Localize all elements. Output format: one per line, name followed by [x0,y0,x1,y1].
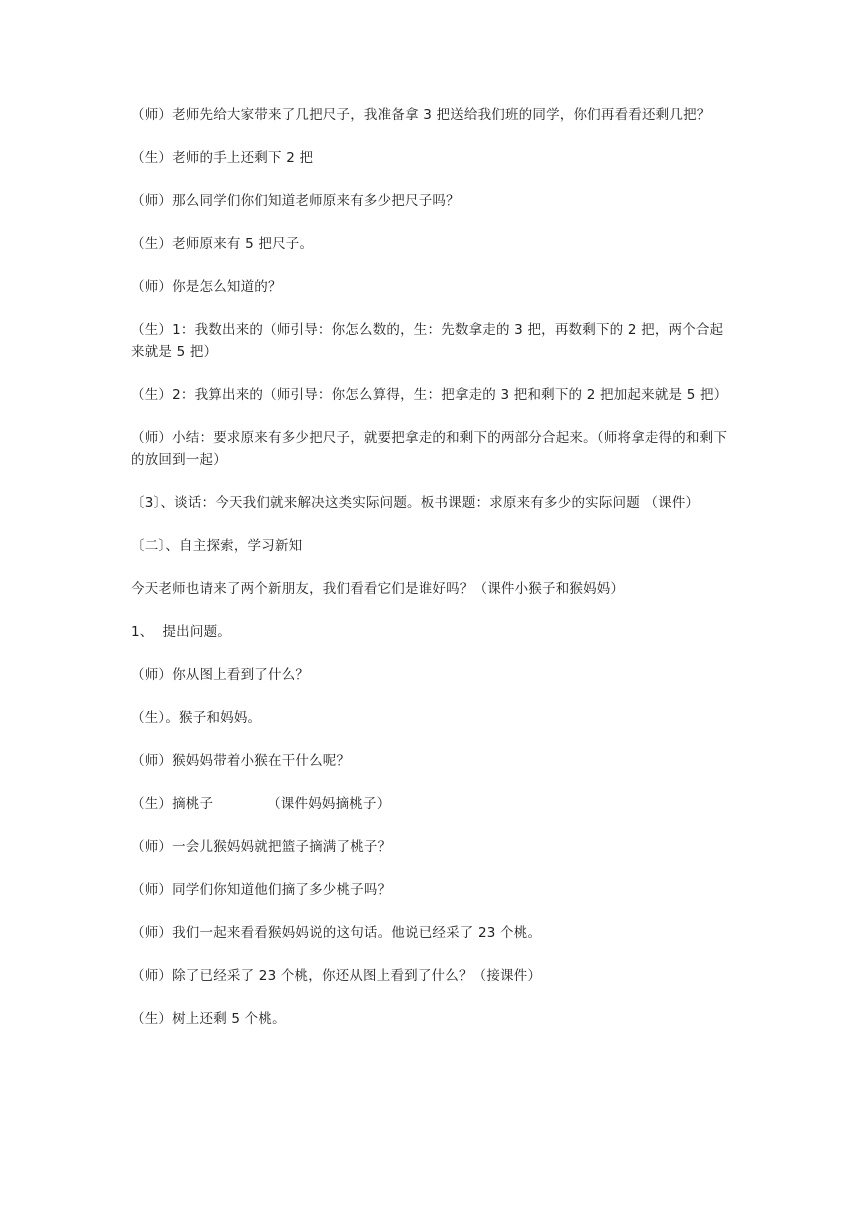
paragraph: （师）我们一起来看看猴妈妈说的这句话。他说已经采了 23 个桃。 [131,925,542,941]
paragraph: （师）老师先给大家带来了几把尺子，我准备拿 3 把送给我们班的同学，你们再看看还剩几把？ [131,107,711,123]
paragraph: （生）1：我数出来的（师引导：你怎么数的，生：先数拿走的 3 把，再数剩下的 2 把，两个合起来就是 5 把） [131,322,724,360]
paragraph: （生）2：我算出来的（师引导：你怎么算得，生：把拿走的 3 把和剩下的 2 把加起来就是 5 把） [131,387,728,403]
paragraph: （师）除了已经采了 23 个桃，你还从图上看到了什么？（接课件） [131,968,542,984]
paragraph: 〔3〕、谈话：今天我们就来解决这类实际问题。板书课题：求原来有多少的实际问题 （课件） [131,495,700,511]
paragraph: （生）。猴子和妈妈。 [131,710,262,726]
paragraph: （生）摘桃子 （课件妈妈摘桃子） [131,796,391,812]
paragraph: （师）同学们你知道他们摘了多少桃子吗？ [131,882,392,898]
paragraph: （师）那么同学们你们知道老师原来有多少把尺子吗？ [131,193,460,209]
paragraph: （生）老师原来有 5 把尺子。 [131,236,314,252]
paragraph: （师）一会儿猴妈妈就把篮子摘满了桃子？ [131,839,392,855]
paragraph: （生）老师的手上还剩下 2 把 [131,150,314,166]
paragraph: （生）树上还剩 5 个桃。 [131,1011,286,1027]
paragraph: （师）猴妈妈带着小猴在干什么呢？ [131,753,351,769]
paragraph: 今天老师也请来了两个新朋友，我们看看它们是谁好吗？（课件小猴子和猴妈妈） [131,581,625,597]
numbered-item: 1、 提出问题。 [131,624,231,640]
document-body [131,104,735,1051]
section-heading: 〔二〕、自主探索，学习新知 [131,538,303,554]
paragraph: （师）你从图上看到了什么？ [131,667,310,683]
paragraph: （师）你是怎么知道的？ [131,279,282,295]
paragraph: （师）小结：要求原来有多少把尺子，就要把拿走的和剩下的两部分合起来。（师将拿走得的和剩下的放回到一起） [131,430,728,468]
